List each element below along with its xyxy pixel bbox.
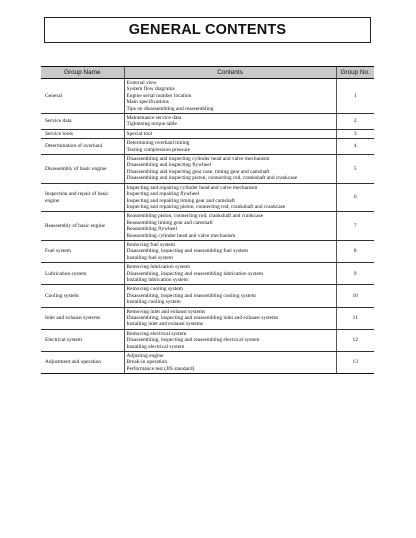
content-line: Inspecting and repairing piston, connecting rod, crankshaft and crankcase [126,203,286,210]
content-line: Reassembling flywheel [126,226,177,233]
group-number-cell: 9 [336,263,374,285]
group-number-cell: 13 [336,352,374,374]
content-line: Main specifications [126,99,169,106]
contents-cell [124,114,336,130]
content-line: Inspecting and repairing cylinder head and valve mechanism [126,184,258,191]
table-row [41,155,374,184]
group-name-cell: Inspection and repair of basic engine [41,183,124,212]
table-row [41,263,374,285]
group-name-cell: Inlet and exhaust systems [41,307,124,329]
content-line: Removing electrical system [126,330,187,337]
content-line: Inspecting and repairing flywheel [126,191,200,198]
content-line: Disassembling, inspecting and reassembling lubrication system [126,270,264,277]
group-number-cell: 3 [336,129,374,138]
contents-cell [124,79,336,114]
content-line: Disassembling, inspecting and reassembling cooling system [126,292,256,299]
group-number-cell: 6 [336,183,374,212]
content-line: Disassembling and inspecting gear case, timing gear and camshaft [126,168,270,175]
group-number-cell: 2 [336,114,374,130]
table-row [41,307,374,329]
content-line: Determining overhaul timing [126,140,190,147]
content-line: Disassembling, inspecting and reassembling fuel system [126,248,249,255]
contents-cell [124,263,336,285]
group-name-cell: Cooling system [41,285,124,307]
content-line: Tips on disassembling and reassembling [126,105,214,112]
header-group-name: Group Name [41,67,124,79]
content-line: Removing fuel system [126,241,176,248]
group-name-cell: Determination of overhaul [41,139,124,155]
contents-cell [124,212,336,241]
content-line: Maintenance service data [126,115,182,122]
group-name-cell: General [41,79,124,114]
contents-cell [124,240,336,262]
content-line: Removing cooling system [126,286,183,293]
group-number-cell: 11 [336,307,374,329]
table-row [41,212,374,241]
group-name-cell: Electrical system [41,329,124,351]
contents-cell [124,183,336,212]
header-contents: Contents [124,67,336,79]
content-line: Installing fuel system [126,254,173,261]
group-number-cell: 4 [336,139,374,155]
content-line: System flow diagrams [126,86,175,93]
content-line: Reassembling cylinder head and valve mechanism [126,232,236,239]
page-title: GENERAL CONTENTS [128,22,287,38]
group-number-cell: 7 [336,212,374,241]
contents-cell [124,307,336,329]
content-line: Tightening torque table [126,121,177,128]
table-row [41,129,374,138]
contents-cell [124,139,336,155]
table-body [41,79,374,374]
group-name-cell: Service tools [41,129,124,138]
content-line: Disassembling, inspecting and reassembling inlet and exhaust systems [126,315,279,321]
contents-cell [124,155,336,184]
group-name-cell: Disassembly of basic engine [41,155,124,184]
table-row [41,240,374,262]
contents-cell [124,352,336,374]
content-line: Disassembling and inspecting piston, connecting rod, crankshaft and crankcase [126,175,298,182]
content-line: Removing inlet and exhaust systems [126,308,206,315]
group-number-cell: 8 [336,240,374,262]
content-line: Installing electrical system [126,343,185,350]
header-group-no: Group No. [336,67,374,79]
table-header-row [41,67,374,79]
table-row [41,79,374,114]
table-row [41,183,374,212]
group-name-cell: Reassembly of basic engine [41,212,124,241]
group-number-cell: 10 [336,285,374,307]
content-line: Adjusting engine [126,353,164,360]
table-row [41,329,374,351]
table-row [41,114,374,130]
contents-cell [124,329,336,351]
content-line: Inspecting and repairing timing gear and camshaft [126,197,235,204]
table-row [41,139,374,155]
content-line: Installing inlet and exhaust systems [126,321,204,328]
contents-cell [124,285,336,307]
content-line: Testing compression pressure [126,146,191,153]
content-line: Reassembling piston, connecting rod, crankshaft and crankcase [126,213,264,220]
contents-cell [124,129,336,138]
table-row [41,352,374,374]
content-line: Disassembling and inspecting flywheel [126,162,212,169]
content-line: Installing lubrication system [126,276,188,283]
content-line: Performance test (JIS standard) [126,365,195,372]
content-line: Break-in operation [126,359,168,366]
group-number-cell: 5 [336,155,374,184]
group-name-cell: Service data [41,114,124,130]
group-name-cell: Lubrication system [41,263,124,285]
content-line: Special tool [126,130,153,137]
group-name-cell: Adjustment and operation [41,352,124,374]
contents-table [41,66,374,374]
content-line: Disassembling, inspecting and reassembling electrical system [126,337,260,344]
content-line: External view [126,80,157,86]
group-number-cell: 12 [336,329,374,351]
content-line: Engine serial number location [126,92,192,99]
table-row [41,285,374,307]
group-name-cell: Fuel system [41,240,124,262]
group-number-cell: 1 [336,79,374,114]
content-line: Installing cooling system [126,299,181,306]
content-line: Disassembling and inspecting cylinder head and valve mechanism [126,156,270,163]
content-line: Removing lubrication system [126,264,190,271]
title-box [44,17,371,43]
content-line: Reassembling timing gear and camshaft [126,219,213,226]
